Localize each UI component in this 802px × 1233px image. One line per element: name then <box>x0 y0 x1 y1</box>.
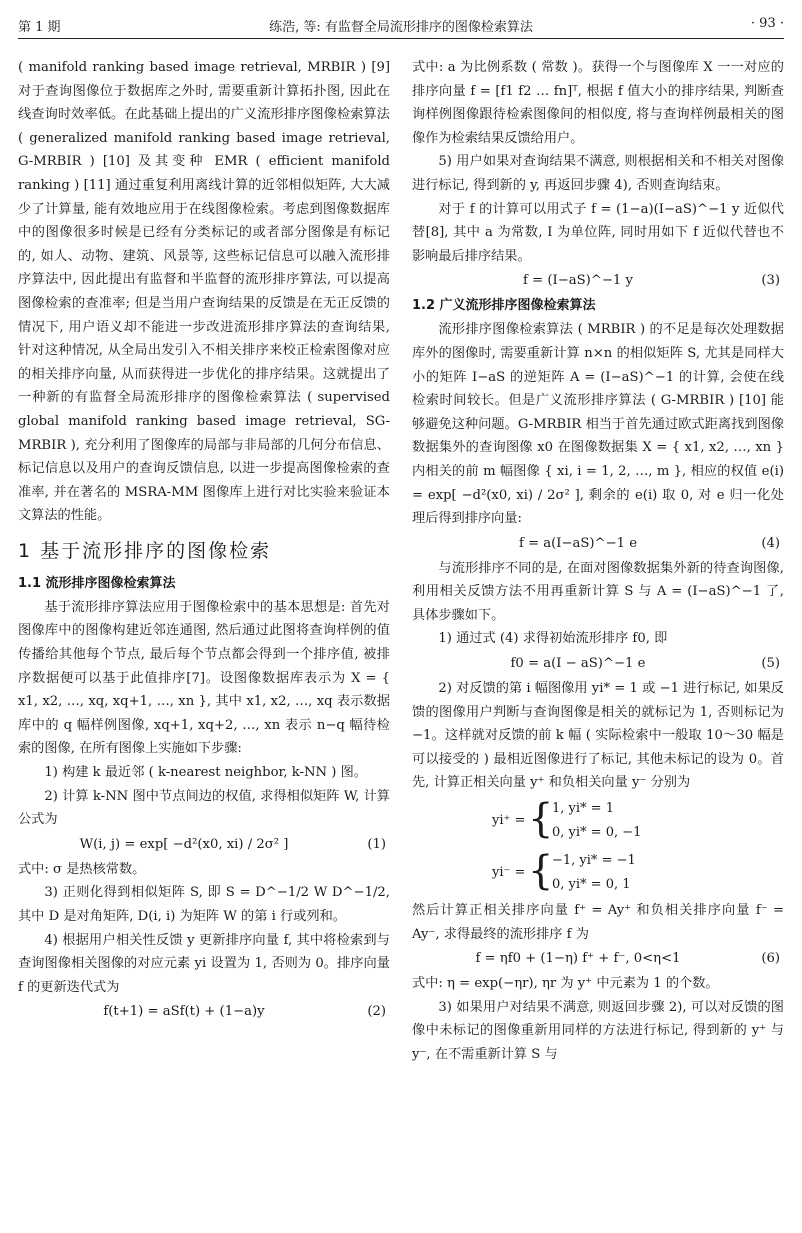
case-line: 0, yi* = 0, 1 <box>552 877 631 893</box>
brace-icon: { <box>528 848 554 895</box>
running-title: 练浩, 等: 有监督全局流形排序的图像检索算法 <box>269 20 533 35</box>
equation-body: W(i, j) = exp[ −d²(x0, xi) / 2σ² ] <box>79 836 289 852</box>
case-line: −1, yi* = −1 <box>552 853 636 869</box>
equation-3 <box>412 268 784 294</box>
issue-label: 第 1 期 <box>18 20 61 35</box>
equation-body: f = (I−aS)^−1 y <box>523 273 633 289</box>
case-lhs: yi⁺ = <box>492 813 526 829</box>
equation-4 <box>412 531 784 557</box>
paragraph: 流形排序图像检索算法 ( MRBIR ) 的不足是每次处理数据库外的图像时, 需要重新计算 n×n 的相似矩阵 S, 尤其是同样大小的矩阵 I−aS 的逆矩阵 A = (I−aS)^−1 的计算, 会使在线检索时间较长。但是广义流形排序算法 ( G-MRBIR ) [10] 能够避免这种问题。G-MRBIR 相当于首先通过欧式距离找到图像数据集外的查询图像 x0 在图像数据集 X = { x1, x2, …, xn } 内相关的前 m 幅图像 { xi, i = 1, 2, …, m }, 相应的权值 e(i) = exp[ −d²(x0, xi) / 2σ² ], 剩余的 e(i) 取 0, 对 e 归一化处理后得到排序向量: <box>412 322 784 527</box>
equation-body: f = ηf0 + (1−η) f⁺ + f⁻, 0<η<1 <box>475 951 681 967</box>
case-lhs: yi⁻ = <box>492 865 526 881</box>
equation-body: f0 = a(I − aS)^−1 e <box>510 656 646 672</box>
equation-1 <box>18 832 390 858</box>
step-5: 5) 用户如果对查询结果不满意, 则根据相关和不相关对图像进行标记, 得到新的 y, 再返回步骤 4), 否则查询结束。 <box>412 154 784 193</box>
paragraph: 基于流形排序算法应用于图像检索中的基本思想是: 首先对图像库中的图像构建近邻连通图, 然后通过此图将查询样例的值传播给其他每个节点, 最后每个节点都会得到一个排序值, 被排序数据便可以基于此值排序[7]。设图像数据库表示为 X = { x1, x2, …, xq, xq+1, …, xn }, 其中 x1, x2, …, xq 表示数据库中的 q 幅样例图像, xq+1, xq+2, …, xn 表示 n−q 幅待检索的图像, 在所有图像上实施如下步骤: <box>18 599 390 757</box>
piecewise-equation-negative <box>412 847 784 899</box>
step-2: 2) 对反馈的第 i 幅图像用 yi* = 1 或 −1 进行标记, 如果反馈的图像用户判断与查询图像是相关的就标记为 1, 否则标记为 −1。这样就对反馈的前 k 幅 ( 实际检索中一般取 10～30 幅是可以接受的 ) 最相近图像进行了标记, 其他未标记的设为 0。首先, 计算正相关向量 y⁺ 和负相关向量 y⁻ 分别为 <box>412 681 784 791</box>
case-line: 0, yi* = 0, −1 <box>552 825 642 841</box>
equation-number: (4) <box>761 535 780 551</box>
paragraph: 式中: a 为比例系数 ( 常数 )。获得一个与图像库 X 一一对应的排序向量 f = [f1 f2 … fn]ᵀ, 根据 f 值大小的排序结果, 判断查询样例图像跟待检索图像间的相似度, 将与查询样例最相关的图像作为检索结果反馈给用户。 <box>412 60 784 146</box>
subsection-heading-1-1: 1.1 流形排序图像检索算法 <box>18 575 176 591</box>
running-header <box>18 6 784 46</box>
equation-body: f = a(I−aS)^−1 e <box>518 535 638 551</box>
subsection-heading-1-2: 1.2 广义流形排序图像检索算法 <box>412 298 596 314</box>
intro-paragraph: ( manifold ranking based image retrieval, MRBIR ) [9] 对于查询图像位于数据库之外时, 需要重新计算拓扑图, 因此在线查询时效率低。在此基础上提出的广义流形排序图像检索算法 ( generalized manifold ranking based image retrieval, G-MRBIR ) [10] 及其变种 EMR ( efficient manifold ranking ) [11] 通过重复利用离线计算的近邻相似矩阵, 大大减少了计算量, 能有效地应用于在线图像检索。考虑到图像数据库中的图像很多时候是已经有分类标记的或者部分图像是有标记的, 如人、动物、建筑、风景等, 这些标记信息可以融入流形排序算法中, 因此提出有监督和半监督的流形排序算法, 可以提高图像检索的查准率; 但是当用户查询结果的反馈是在无正反馈的情况下, 用户语义却不能进一步改进流形排序算法的查询结果, 针对这种情况, 从全局出发引入不相关排序来校正检索图像对应的相关排序向量, 从而获得进一步优化的排序结果。这就提出了一种新的有监督全局流形排序的图像检索算法 ( supervised global manifold ranking based image retrieval, SG-MRBIR ), 充分利用了图像库的局部与非局部的几何分布信息、标记信息以及用户的查询反馈信息, 以进一步提高图像检索的查准率, 并在著名的 MSRA-MM 图像库上进行对比实验来验证本文算法的性能。 <box>18 60 390 524</box>
header-rule <box>18 38 784 39</box>
page-number: · 93 · <box>750 16 784 31</box>
paragraph: 对于 f 的计算可以用式子 f = (1−a)(I−aS)^−1 y 近似代替[8], 其中 a 为常数, I 为单位阵, 同时用如下 f 近似代替也不影响最后排序结果。 <box>412 201 784 264</box>
equation-number: (3) <box>761 273 780 289</box>
section-heading-1: 1 基于流形排序的图像检索 <box>18 539 272 562</box>
equation-number: (5) <box>761 656 780 672</box>
equation-6 <box>412 946 784 972</box>
equation-number: (2) <box>367 1004 386 1020</box>
step-3: 3) 正则化得到相似矩阵 S, 即 S = D^−1/2 W D^−1/2, 其中 D 是对角矩阵, D(i, i) 为矩阵 W 的第 i 行或列和。 <box>18 885 390 924</box>
step-2: 2) 计算 k-NN 图中节点间边的权值, 求得相似矩阵 W, 计算公式为 <box>18 788 390 828</box>
equation-number: (6) <box>761 951 780 967</box>
paragraph: 然后计算正相关排序向量 f⁺ = Ay⁺ 和负相关排序向量 f⁻ = Ay⁻, 求得最终的流形排序 f 为 <box>412 903 784 942</box>
case-line: 1, yi* = 1 <box>552 801 614 817</box>
paragraph: 式中: σ 是热核常数。 <box>18 861 146 877</box>
piecewise-equation-positive <box>412 795 784 847</box>
paragraph: 与流形排序不同的是, 在面对图像数据集外新的待查询图像, 利用相关反馈方法不用再重新计算 S 与 A = (I−aS)^−1 了, 具体步骤如下。 <box>412 560 784 623</box>
left-column <box>18 56 390 1025</box>
equation-body: f(t+1) = aSf(t) + (1−a)y <box>103 1004 265 1020</box>
right-column <box>412 56 784 1067</box>
equation-2 <box>18 999 390 1025</box>
brace-icon: { <box>528 796 554 843</box>
step-3: 3) 如果用户对结果不满意, 则返回步骤 2), 可以对反馈的图像中未标记的图像重新用同样的方法进行标记, 得到新的 y⁺ 与 y⁻, 在不需重新计算 S 与 <box>412 999 784 1062</box>
step-1: 1) 通过式 (4) 求得初始流形排序 f0, 即 <box>438 631 668 647</box>
paragraph: 式中: η = exp(−ηr), ηr 为 y⁺ 中元素为 1 的个数。 <box>412 976 719 992</box>
equation-5 <box>412 651 784 677</box>
step-1: 1) 构建 k 最近邻 ( k-nearest neighbor, k-NN ) 图。 <box>44 765 367 781</box>
step-4: 4) 根据用户相关性反馈 y 更新排序向量 f, 其中将检索到与查询图像相关图像的对应元素 yi 设置为 1, 否则为 0。排序向量 f 的更新迭代式为 <box>18 932 390 995</box>
equation-number: (1) <box>367 836 386 852</box>
